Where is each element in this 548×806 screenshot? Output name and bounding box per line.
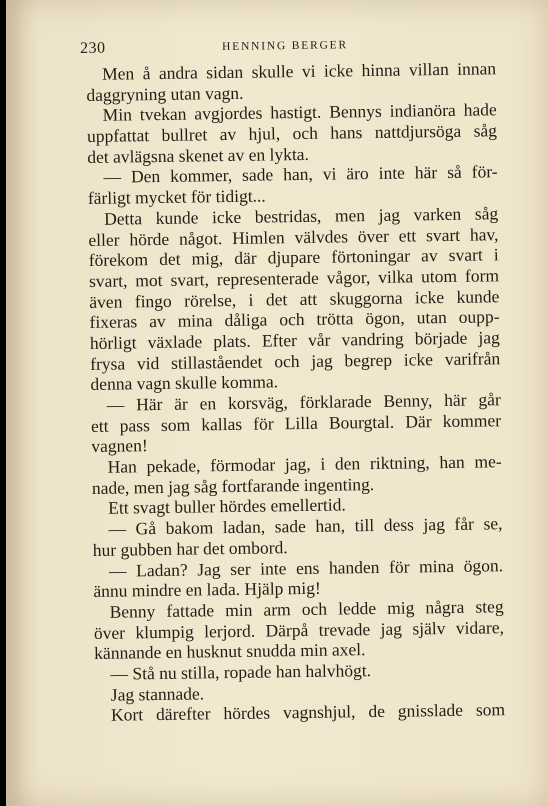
text-line: — Stå nu stilla, ropade han halvhögt. [110,660,372,684]
book-page [6,0,548,806]
text-line: daggryning utan vagn. [86,82,244,105]
text-line: Detta kunde icke bestridas, men jag varken såg [104,203,499,229]
page-number: 230 [80,39,106,57]
text-line: även fingo rörelse, i det att skuggorna icke kunde [89,285,500,312]
text-line: — Gå bakom ladan, sade han, till dess jag får se, [108,513,503,539]
text-line: Kort därefter hördes vagnshjul, de gnisslade som [110,699,506,726]
text-line: — Ladan? Jag ser inte ens handen för mina ögon. [108,554,504,581]
text-line: det avlägsna skenet av en lykta. [87,143,310,167]
text-line: nade, men jag såg fortfarande ingenting. [91,473,375,498]
text-line: vagnen! [91,435,148,457]
text-line: ett pass som kallas för Lilla Bourgtal. Där kommer [90,409,502,436]
text-line: Benny fattade min arm och ledde mig några steg [109,596,504,622]
text-line: hörligt växlade plats. Efter vår vandring började jag [89,327,500,353]
text-line: — Den kommer, sade han, vi äro inte här så för- [103,161,498,188]
text-line: Min tvekan avgjordes hastigt. Bennys indianöra hade [102,99,497,126]
text-line: eller hörde något. Himlen välvdes över ett svart hav, [88,223,499,250]
text-line: förekom det mig, där djupare förtoningar av svart i [88,244,499,271]
body-text [86,58,505,726]
text-line: uppfattat bullret av hjul, och hans nattdjursöga såg [86,120,498,147]
text-line: ännu mindre en lada. Hjälp mig! [93,577,321,602]
text-line: Men å andra sidan skulle vi icke hinna villan innan [101,58,497,84]
text-line: kännande en husknut snudda min axel. [94,639,366,664]
text-line: över klumpig lerjord. Därpå trevade jag själv vidare, [93,616,505,643]
text-line: denna vagn skulle komma. [90,371,279,395]
text-line: färligt mycket för tidigt... [87,185,266,209]
text-line: — Här är en korsväg, förklarade Benny, här går [106,389,501,415]
text-line: fixeras av mina dåliga och trötta ögon, utan oupp- [89,306,500,333]
text-line: hur gubben har det ombord. [92,537,288,560]
text-line: frysa vid stillaståendet och jag begrep icke varifrån [90,347,501,374]
text-line: Jag stannade. [110,683,205,705]
text-line: Han pekade, förmodar jag, i den riktning, han me- [107,451,502,477]
page-edge-shadow [6,0,24,806]
text-line: Ett svagt buller hördes emellertid. [108,494,346,519]
text-line: svart, mot svart, representerade vågor, vilka utom form [88,265,500,291]
running-head: HENNING BERGER [222,39,349,54]
